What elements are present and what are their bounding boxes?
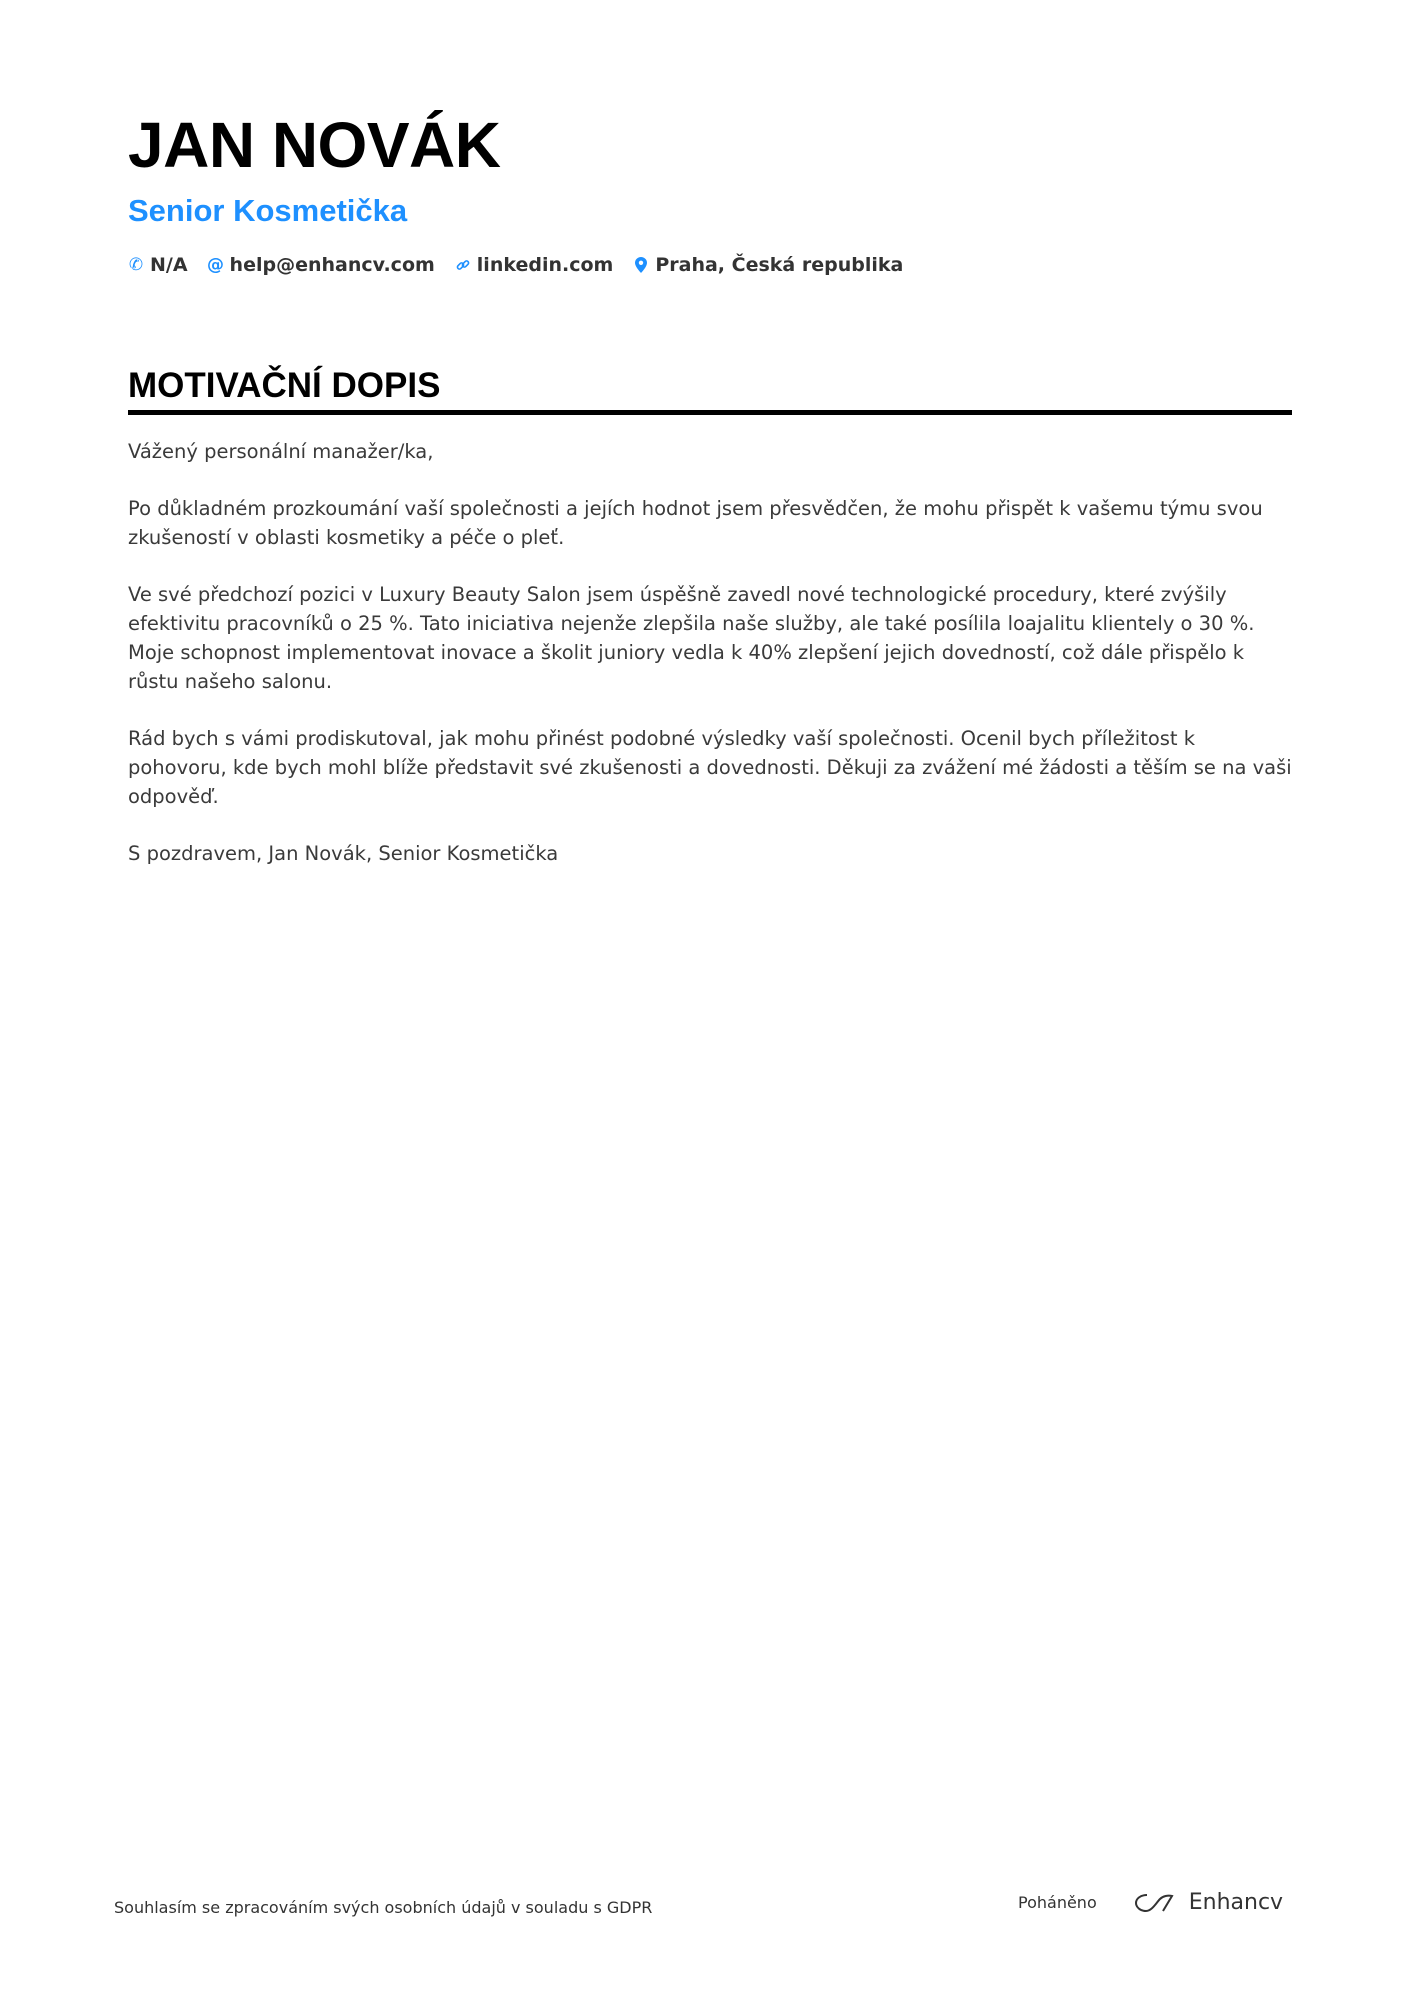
link-icon [455,258,471,272]
enhancv-logo-icon [1133,1891,1179,1915]
linkedin-text[interactable]: linkedin.com [476,254,614,276]
powered-label: Poháněno [1018,1893,1097,1912]
contact-location [633,254,903,276]
email-text[interactable]: help@enhancv.com [229,254,435,276]
contact-email[interactable] [208,254,435,276]
enhancv-logo[interactable] [1133,1890,1283,1915]
section-heading: MOTIVAČNÍ DOPIS [128,366,1292,415]
paragraph: Rád bych s vámi prodiskutoval, jak mohu přinést podobné výsledky vaší společnosti. Ocenil bych příležitost k pohovoru, kde bych mohl blíže představit své zkušenosti a dovednosti. Děkuji za zvážení mé žádosti a těším se na vaši odpověď. [128,727,1292,808]
job-title: Senior Kosmetička [128,193,408,228]
cover-letter-section [128,366,1292,896]
phone-icon: ✆ [128,255,144,275]
powered-by [1018,1890,1283,1915]
paragraph: Ve své předchozí pozici v Luxury Beauty Salon jsem úspěšně zavedl nové technologické procedury, které zvýšily efektivitu pracovníků o 25 %. Tato iniciativa nejenže zlepšila naše služby, ale také posílila loajalitu klientely o 30 %. Moje schopnost implementovat inovace a školit juniory vedla k 40% zlepšení jejich dovedností, což dále přispělo k růstu našeho salonu. [128,583,1255,693]
brand-name: Enhancv [1188,1890,1284,1915]
paragraph: Po důkladném prozkoumání vaší společnosti a jejích hodnot jsem přesvědčen, že mohu přispět k vašemu týmu svou zkušeností v oblasti kosmetiky a péče o pleť. [128,497,1263,549]
contact-info [128,254,903,276]
gdpr-consent: Souhlasím se zpracováním svých osobních údajů v souladu s GDPR [114,1898,653,1917]
candidate-name: JAN NOVÁK [128,109,501,181]
letter-body [128,437,1292,868]
closing: S pozdravem, Jan Novák, Senior Kosmetička [128,842,559,865]
location-text: Praha, Česká republika [655,254,904,276]
location-icon [633,257,649,273]
salutation: Vážený personální manažer/ka, [128,440,434,463]
at-icon: @ [207,255,225,275]
phone-text: N/A [150,254,188,276]
contact-phone [128,254,188,276]
contact-linkedin[interactable] [455,254,614,276]
